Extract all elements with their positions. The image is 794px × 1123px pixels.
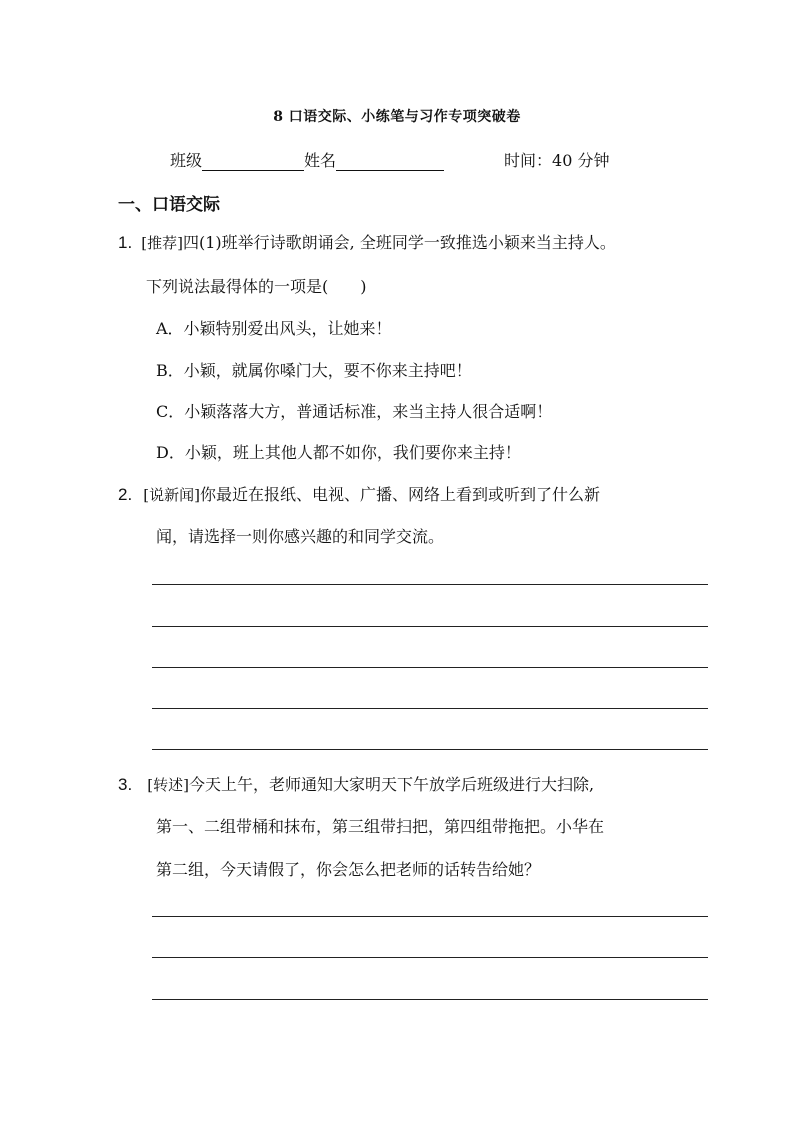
answer-line[interactable] xyxy=(152,667,708,668)
name-label: 姓名 xyxy=(304,151,337,170)
answer-line[interactable] xyxy=(152,749,708,750)
option-b[interactable]: B．小颖，就属你嗓门大，要不你来主持吧！ xyxy=(156,361,472,380)
question-2 xyxy=(118,482,600,505)
header-info xyxy=(170,148,609,171)
question-2-line2: 闻，请选择一则你感兴趣的和同学交流。 xyxy=(156,527,445,546)
page-title: 8 口语交际、小练笔与习作专项突破卷 xyxy=(273,109,521,125)
question-3-line2: 第一、二组带桶和抹布，第三组带扫把，第四组带拖把。小华在 xyxy=(156,817,605,836)
question-tag: [说新闻] xyxy=(143,486,200,504)
question-text: 今天上午，老师通知大家明天下午放学后班级进行大扫除, xyxy=(189,775,595,794)
question-3-line3: 第二组，今天请假了，你会怎么把老师的话转告给她？ xyxy=(156,860,541,879)
class-blank[interactable] xyxy=(202,152,304,171)
answer-line[interactable] xyxy=(152,957,708,958)
option-c[interactable]: C．小颖落落大方，普通话标准，来当主持人很合适啊！ xyxy=(156,402,553,421)
answer-line[interactable] xyxy=(152,708,708,709)
option-d[interactable]: D．小颖，班上其他人都不如你，我们要你来主持！ xyxy=(156,443,521,462)
question-number: 2. xyxy=(118,485,133,504)
question-tag: [转述] xyxy=(147,776,189,794)
answer-line[interactable] xyxy=(152,999,708,1000)
answer-line[interactable] xyxy=(152,626,708,627)
question-number: 3. xyxy=(118,775,133,794)
question-number: 1. xyxy=(118,233,133,252)
question-text: 四(1)班举行诗歌朗诵会, 全班同学一致推选小颖来当主持人。 xyxy=(183,233,616,252)
name-blank[interactable] xyxy=(336,152,444,171)
question-text: 你最近在报纸、电视、广播、网络上看到或听到了什么新 xyxy=(200,485,601,504)
class-label: 班级 xyxy=(170,151,203,170)
question-1-line2: 下列说法最得体的一项是( ) xyxy=(146,277,367,296)
answer-line[interactable] xyxy=(152,916,708,917)
answer-line[interactable] xyxy=(152,584,708,585)
question-1 xyxy=(118,230,616,253)
question-3 xyxy=(118,772,594,795)
question-tag: [推荐] xyxy=(141,234,183,252)
section-heading: 一、口语交际 xyxy=(118,195,220,215)
time-label: 时间：40 分钟 xyxy=(504,151,610,170)
option-a[interactable]: A．小颖特别爱出风头，让她来！ xyxy=(156,319,392,338)
